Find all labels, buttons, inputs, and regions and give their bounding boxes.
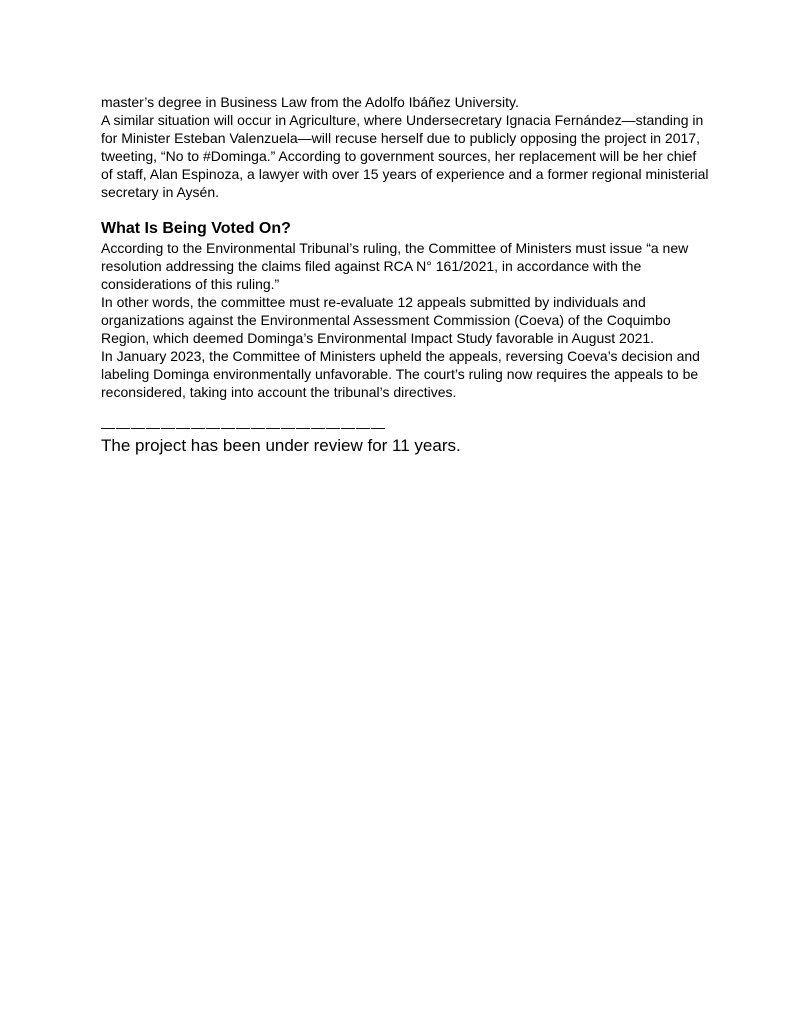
paragraph-appeals: In other words, the committee must re-evaluate 12 appeals submitted by individuals and organizations against the Environmental Assessment Commission (Coeva) of the Coquimbo Region, which deemed Dominga’s Environmental Impact Study favorable in August 2021. [101,294,671,346]
paragraph-tribunal-ruling: According to the Environmental Tribunal’s ruling, the Committee of Ministers must issue “a new resolution addressing the claims filed against RCA N° 161/2021, in accordance with the considerations of this ruling.” [101,240,689,292]
paragraph-agriculture: A similar situation will occur in Agriculture, where Undersecretary Ignacia Fernández—standing in for Minister Esteban Valenzuela—will recuse herself due to publicly opposing the project in 2017, tweeting, “No to #Dominga.” According to government sources, her replacement will be her chief of staff, Alan Espinoza, a lawyer with over 15 years of experience and a former regional ministerial secretary in Aysén. [101,112,709,200]
paragraph-january-2023: In January 2023, the Committee of Ministers upheld the appeals, reversing Coeva’s decision and labeling Dominga environmentally unfavorable. The court’s ruling now requires the appeals to be reconsidered, taking into account the tribunal’s directives. [101,348,700,400]
paragraph-degree: master’s degree in Business Law from the Adolfo Ibáñez University. [101,94,519,110]
footnote: The project has been under review for 11 years. [101,436,461,455]
section-heading: What Is Being Voted On? [101,220,291,237]
footnote-divider: ——————————————————— [101,419,386,435]
document-page [101,93,711,457]
